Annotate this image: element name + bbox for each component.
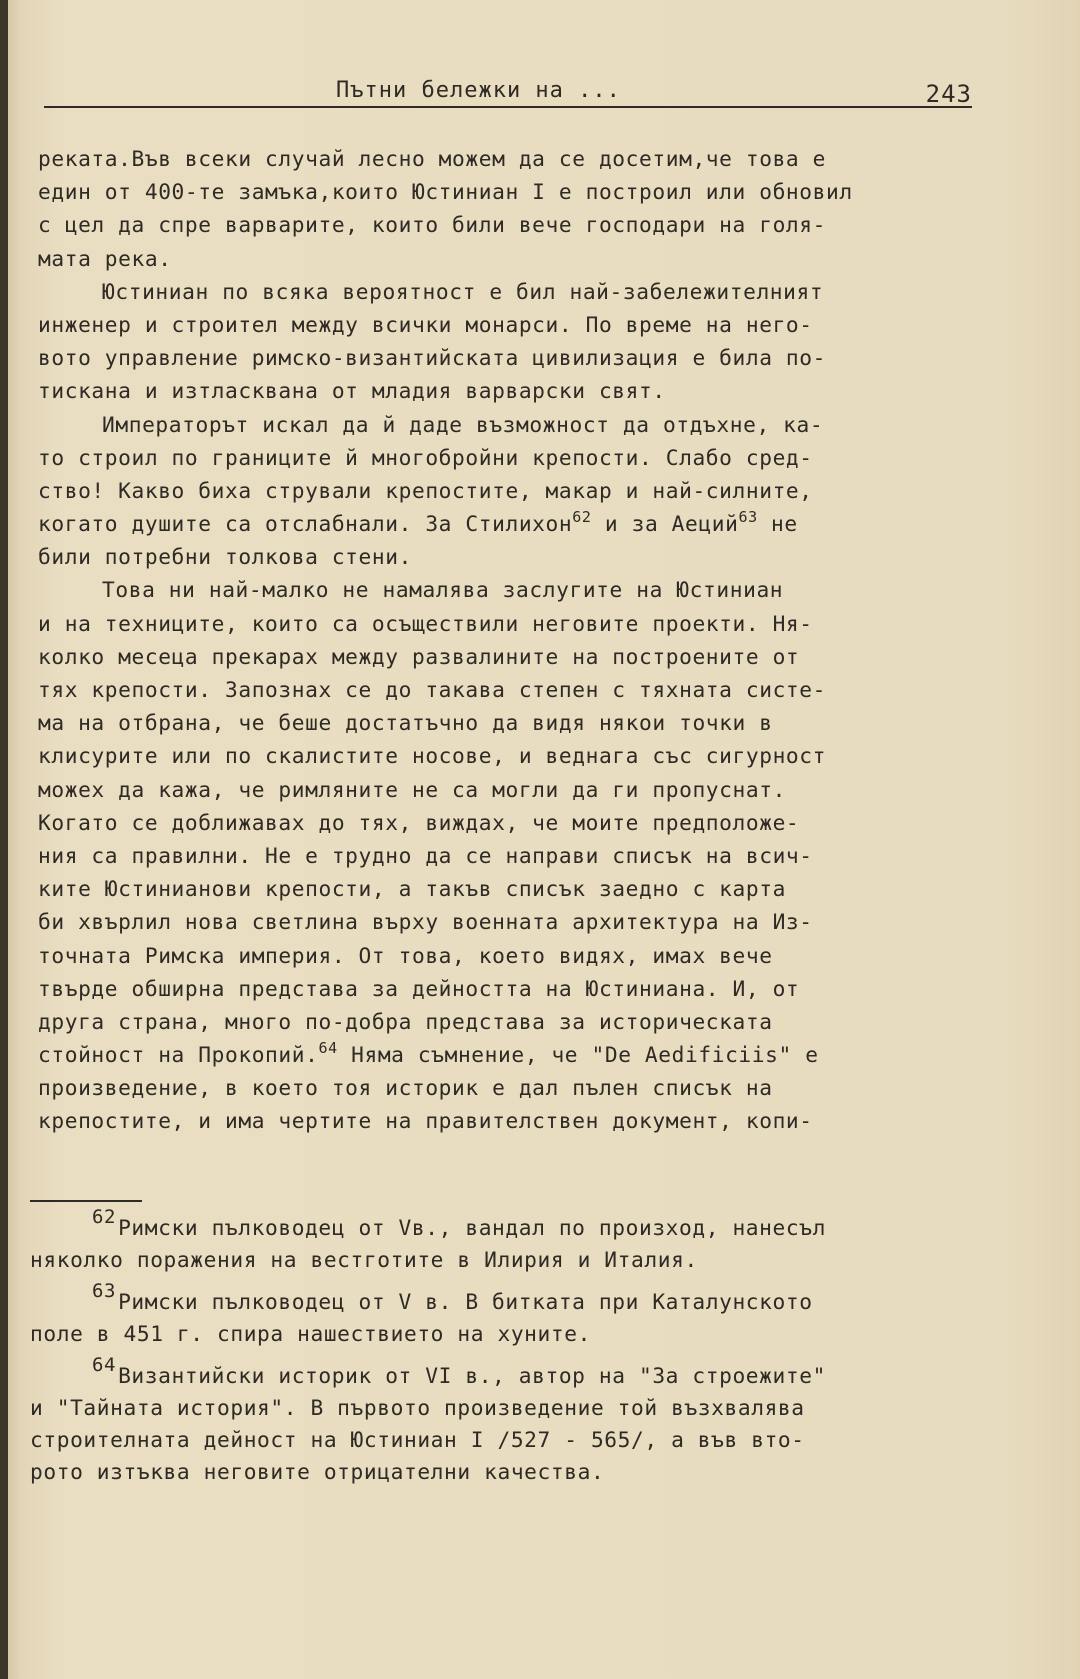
text-line: крепостите, и има чертите на правителствен документ, копи- — [38, 1108, 813, 1134]
text-line: ство! Какво биха стрували крепостите, макар и най-силните, — [38, 477, 813, 503]
text-line: можех да кажа, че римляните не са могли да ги пропуснат. — [38, 776, 786, 802]
text-line: ния са правилни. Не е трудно да се направи списък на всич- — [38, 842, 813, 868]
text-segment: когато душите са отслабнали. За Стилихон — [38, 511, 573, 537]
text-line: ките Юстинианови крепости, а такъв списък заедно с карта — [38, 876, 786, 902]
footnote-text: Византийски историк от VI в., автор на "За строежите" — [118, 1363, 826, 1388]
footnote-62 — [30, 1206, 980, 1276]
text-line: друга страна, много по-добра представа за историческата — [38, 1008, 773, 1034]
text-line: ма на отбрана, че беше достатъчно да видя някои точки в — [38, 710, 773, 736]
paragraph-start-line: Това ни най-малко не намалява заслугите на Юстиниан — [102, 577, 784, 603]
footnote-line: и "Тайната история". В първото произведение той възхвалява — [30, 1395, 805, 1420]
text-line: мата река. — [38, 245, 172, 271]
text-line: тискана и изтласквана от младия варварски свят. — [38, 378, 666, 404]
text-line: би хвърлил нова светлина върху военната архитектура на Из- — [38, 909, 813, 935]
text-segment: не — [757, 511, 798, 537]
footnote-ref-63: 63 — [738, 508, 758, 527]
footnote-line: строителната дейност на Юстиниан I /527 - 565/, а във вто- — [30, 1427, 805, 1452]
book-spine-edge — [0, 0, 8, 1679]
footnote-ref-64: 64 — [318, 1039, 338, 1058]
text-line-with-ref — [38, 1038, 978, 1071]
footnote-line: поле в 451 г. спира нашествието на хуните. — [30, 1321, 591, 1346]
text-line: точната Римска империя. От това, което видях, имах вече — [38, 942, 773, 968]
footnote-separator — [30, 1200, 142, 1202]
footnote-ref-62: 62 — [572, 508, 592, 527]
text-line: инженер и строител между всички монарси. По време на него- — [38, 311, 813, 337]
text-line: един от 400-те замъка,които Юстиниан I е построил или обновил — [38, 179, 853, 205]
footnote-line: рото изтъква неговите отрицателни качества. — [30, 1459, 605, 1484]
text-segment: Няма съмнение, че "De Aedificiis" е — [337, 1042, 819, 1068]
text-line: с цел да спре варварите, които били вече господари на голя- — [38, 212, 827, 238]
page-number: 243 — [925, 80, 972, 108]
footnote-number: 63 — [92, 1280, 117, 1302]
text-line: реката.Във всеки случай лесно можем да се досетим,че това е — [38, 146, 827, 171]
footnote-number: 64 — [92, 1354, 117, 1376]
footnote-number: 62 — [92, 1206, 117, 1228]
footnote-line: няколко поражения на вестготите в Илирия и Италия. — [30, 1247, 698, 1272]
footnote-line — [30, 1280, 980, 1318]
text-line: то строил по границите й многобройни крепости. Слабо сред- — [38, 444, 813, 470]
footnote-64 — [30, 1354, 980, 1488]
footnote-line — [30, 1354, 980, 1392]
text-line: и на техниците, които са осъществили неговите проекти. Ня- — [38, 610, 813, 636]
text-line: произведение, в което тоя историк е дал пълен списък на — [38, 1075, 773, 1101]
footnote-63 — [30, 1280, 980, 1350]
main-text — [38, 142, 978, 1138]
running-head: Пътни бележки на ... — [336, 78, 621, 103]
text-line: колко месеца прекарах между развалините на построените от — [38, 643, 800, 669]
footnotes — [30, 1206, 980, 1498]
text-segment: стойност на Прокопий. — [38, 1042, 319, 1068]
paragraph-start-line: Юстиниан по всяка вероятност е бил най-забележителният — [102, 278, 824, 304]
footnote-text: Римски пълководец от Vв., вандал по произход, нанесъл — [118, 1215, 826, 1240]
text-line: Когато се доближавах до тях, виждах, че моите предположе- — [38, 809, 800, 835]
text-segment: и за Аеций — [591, 511, 739, 537]
page-header — [44, 78, 972, 108]
paragraph-start-line: Императорът искал да й даде възможност да отдъхне, ка- — [102, 411, 824, 437]
text-line: клисурите или по скалистите носове, и веднага със сигурност — [38, 743, 827, 769]
text-line: твърде обширна представа за дейността на Юстиниана. И, от — [38, 975, 800, 1001]
text-line: били потребни толкова стени. — [38, 544, 412, 570]
text-line: вото управление римско-византийската цивилизация е била по- — [38, 345, 827, 371]
text-line-with-refs — [38, 507, 978, 540]
footnote-text: Римски пълководец от V в. В битката при Каталунското — [118, 1289, 813, 1314]
text-line: тях крепости. Запознах се до такава степен с тяхната систе- — [38, 677, 827, 702]
footnote-line — [30, 1206, 980, 1244]
